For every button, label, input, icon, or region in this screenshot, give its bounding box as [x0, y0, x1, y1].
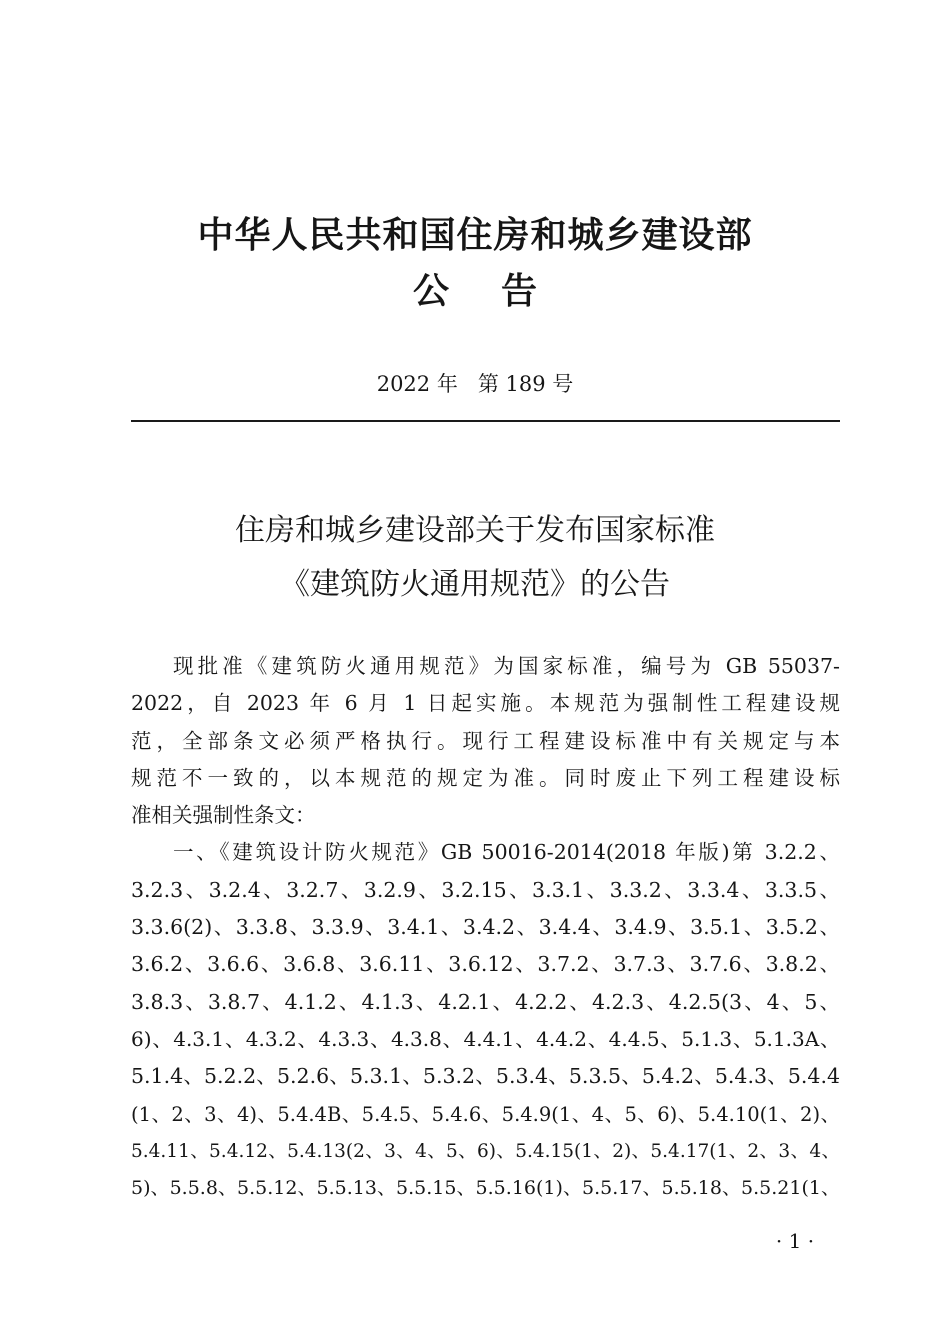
notice-body: [131, 648, 840, 1207]
body-line: 2022，自 2023 年 6 月 1 日起实施。本规范为强制性工程建设规: [131, 691, 840, 716]
body-line: 3.6.2、3.6.6、3.6.8、3.6.11、3.6.12、3.7.2、3.7.3、3.7.6、3.8.2、: [131, 952, 840, 977]
body-line: 范，全部条文必须严格执行。现行工程建设标准中有关规定与本: [131, 728, 840, 753]
body-line: 5)、5.5.8、5.5.12、5.5.13、5.5.15、5.5.16(1)、5.5.17、5.5.18、5.5.21(1、: [131, 1177, 840, 1200]
header-divider: [131, 420, 840, 422]
body-line: 准相关强制性条文：: [131, 803, 316, 828]
document-number: 2022 年 第 189 号: [376, 372, 574, 396]
body-line: 5.4.11、5.4.12、5.4.13(2、3、4、5、6)、5.4.15(1、2)、5.4.17(1、2、3、4、: [131, 1140, 840, 1162]
body-line: 现批准《建筑防火通用规范》为国家标准，编号为 GB 55037-: [173, 654, 840, 678]
body-line: (1、2、3、4)、5.4.4B、5.4.5、5.4.6、5.4.9(1、4、5、6)、5.4.10(1、2)、: [131, 1102, 840, 1126]
body-line: 6)、4.3.1、4.3.2、4.3.3、4.3.8、4.4.1、4.4.2、4.4.5、5.1.3、5.1.3A、: [131, 1026, 840, 1051]
body-line: 规范不一致的，以本规范的规定为准。同时废止下列工程建设标: [131, 765, 840, 790]
body-line: 一、《建筑设计防火规范》GB 50016-2014(2018 年版)第 3.2.2、: [173, 840, 840, 865]
notice-title: 公告: [412, 271, 589, 312]
notice-subject: [0, 504, 950, 612]
body-line: 3.8.3、3.8.7、4.1.2、4.1.3、4.2.1、4.2.2、4.2.3、4.2.5(3、4、5、: [131, 989, 840, 1014]
body-line: 3.3.6(2)、3.3.8、3.3.9、3.4.1、3.4.2、3.4.4、3.4.9、3.5.1、3.5.2、: [131, 915, 840, 940]
subject-line: 住房和城乡建设部关于发布国家标准: [235, 513, 715, 548]
subject-line: 《建筑防火通用规范》的公告: [280, 567, 670, 602]
body-line: 3.2.3、3.2.4、3.2.7、3.2.9、3.2.15、3.3.1、3.3.2、3.3.4、3.3.5、: [131, 877, 840, 902]
agency-title: 中华人民共和国住房和城乡建设部: [197, 215, 753, 256]
page-number: · 1 ·: [775, 1229, 815, 1253]
body-line: 5.1.4、5.2.2、5.2.6、5.3.1、5.3.2、5.3.4、5.3.5、5.4.2、5.4.3、5.4.4: [131, 1064, 840, 1089]
